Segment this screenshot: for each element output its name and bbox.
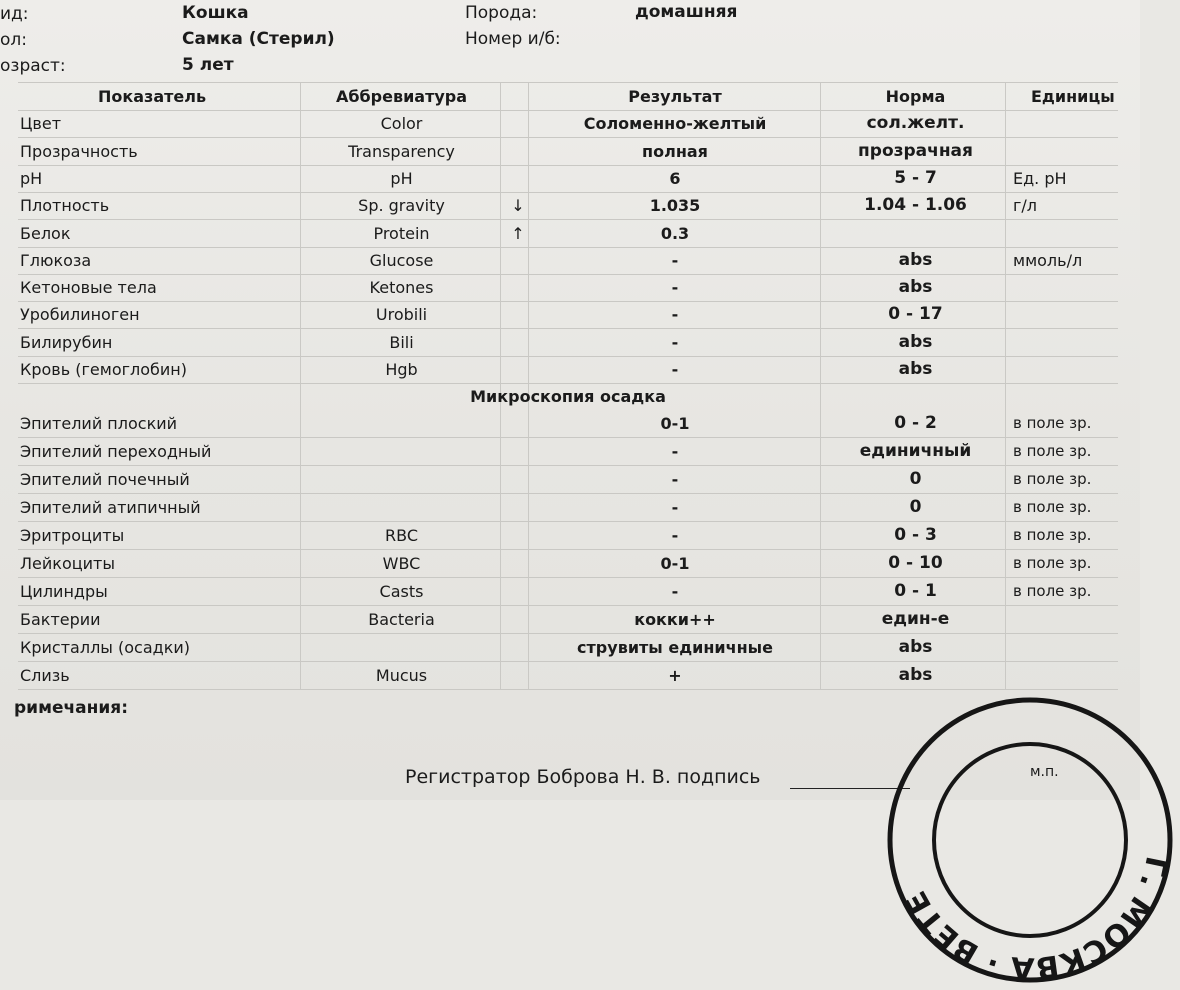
indicator-abbreviation: RBC bbox=[385, 526, 418, 545]
indicator-name: Прозрачность bbox=[20, 142, 138, 161]
indicator-norm bbox=[823, 220, 1008, 247]
indicator-norm: abs bbox=[898, 665, 933, 685]
indicator-abbreviation bbox=[303, 494, 500, 521]
indicator-result: - bbox=[671, 305, 679, 324]
indicator-norm: един-е bbox=[881, 609, 950, 629]
indicator-result: Соломенно-желтый bbox=[583, 114, 767, 133]
indicator-unit: в поле зр. bbox=[1013, 498, 1092, 516]
indicator-abbreviation: Bacteria bbox=[368, 610, 435, 629]
indicator-norm: 0 - 1 bbox=[894, 581, 937, 601]
table-row bbox=[18, 329, 1118, 357]
sex-value: Самка (Стерил) bbox=[182, 29, 335, 49]
indicator-result: - bbox=[671, 251, 679, 270]
indicator-name: Эритроциты bbox=[20, 526, 125, 545]
indicator-norm: 0 - 2 bbox=[894, 413, 937, 433]
deviation-arrow-icon bbox=[503, 138, 533, 165]
deviation-arrow-icon bbox=[503, 329, 533, 356]
table-row bbox=[18, 110, 1118, 138]
indicator-name: Цвет bbox=[20, 114, 62, 133]
indicator-abbreviation: Transparency bbox=[348, 142, 455, 161]
indicator-unit: в поле зр. bbox=[1013, 582, 1092, 600]
table-row bbox=[18, 247, 1118, 275]
indicator-result: - bbox=[671, 498, 679, 517]
indicator-result: 1.035 bbox=[649, 196, 701, 215]
breed-value: домашняя bbox=[635, 2, 738, 22]
indicator-result: - bbox=[671, 582, 679, 601]
registrar-signature-line: Регистратор Боброва Н. В. подпись bbox=[405, 766, 761, 788]
deviation-arrow-icon bbox=[503, 356, 533, 383]
indicator-norm: 0 - 17 bbox=[888, 304, 943, 324]
indicator-unit: в поле зр. bbox=[1013, 414, 1092, 432]
breed-label: Порода: bbox=[465, 3, 538, 23]
indicator-norm: abs bbox=[898, 332, 933, 352]
record-number-label: Номер и/б: bbox=[465, 29, 561, 49]
indicator-result: - bbox=[671, 333, 679, 352]
table-row bbox=[18, 192, 1118, 220]
indicator-result: + bbox=[668, 666, 682, 685]
indicator-abbreviation: Bili bbox=[389, 333, 414, 352]
notes-label: римечания: bbox=[14, 698, 129, 718]
indicator-abbreviation: Ketones bbox=[369, 278, 434, 297]
table-row bbox=[18, 550, 1118, 578]
indicator-result: - bbox=[671, 526, 679, 545]
deviation-arrow-icon: ↓ bbox=[511, 196, 525, 215]
deviation-arrow-icon bbox=[503, 165, 533, 192]
indicator-norm: сол.желт. bbox=[866, 113, 965, 133]
indicator-result: полная bbox=[642, 142, 708, 161]
indicator-norm: 5 - 7 bbox=[894, 168, 937, 188]
indicator-unit: в поле зр. bbox=[1013, 526, 1092, 544]
indicator-unit: г/л bbox=[1013, 196, 1038, 215]
column-header-norm: Норма bbox=[885, 87, 946, 106]
indicator-norm: единичный bbox=[859, 441, 972, 461]
indicator-abbreviation: Color bbox=[380, 114, 423, 133]
indicator-result: 0-1 bbox=[660, 554, 690, 573]
indicator-name: Эпителий переходный bbox=[20, 442, 212, 461]
table-row bbox=[18, 274, 1118, 302]
species-value: Кошка bbox=[182, 3, 249, 23]
table-row bbox=[18, 301, 1118, 329]
indicator-result: 6 bbox=[669, 169, 681, 188]
deviation-arrow-icon bbox=[503, 110, 533, 137]
column-header-abbreviation: Аббревиатура bbox=[335, 87, 468, 106]
indicator-abbreviation: WBC bbox=[382, 554, 421, 573]
indicator-name: Эпителий почечный bbox=[20, 470, 190, 489]
indicator-norm: 1.04 - 1.06 bbox=[864, 195, 967, 215]
stamp-place-label: м.п. bbox=[1030, 764, 1059, 780]
indicator-unit: ммоль/л bbox=[1013, 251, 1083, 270]
indicator-result: - bbox=[671, 470, 679, 489]
indicator-name: Глюкоза bbox=[20, 251, 92, 270]
table-row bbox=[18, 494, 1118, 522]
indicator-unit: в поле зр. bbox=[1013, 470, 1092, 488]
indicator-name: Эпителий плоский bbox=[20, 414, 178, 433]
clinic-stamp-seal bbox=[880, 690, 1180, 990]
indicator-name: Кристаллы (осадки) bbox=[20, 638, 191, 657]
indicator-norm: 0 - 3 bbox=[894, 525, 937, 545]
indicator-unit: Ед. рН bbox=[1013, 169, 1067, 188]
indicator-norm: 0 bbox=[909, 469, 922, 489]
indicator-abbreviation: Hgb bbox=[385, 360, 418, 379]
indicator-name: Слизь bbox=[20, 666, 70, 685]
indicator-name: Эпителий атипичный bbox=[20, 498, 201, 517]
indicator-name: Лейкоциты bbox=[20, 554, 115, 573]
deviation-arrow-icon: ↑ bbox=[511, 224, 525, 243]
indicator-abbreviation bbox=[303, 466, 500, 493]
indicator-norm: abs bbox=[898, 250, 933, 270]
table-row bbox=[18, 606, 1118, 634]
table-row bbox=[18, 356, 1118, 384]
table-row bbox=[18, 165, 1118, 193]
indicator-unit: в поле зр. bbox=[1013, 442, 1092, 460]
indicator-name: Плотность bbox=[20, 196, 110, 215]
indicator-result: 0-1 bbox=[660, 414, 690, 433]
indicator-name: Цилиндры bbox=[20, 582, 108, 601]
indicator-abbreviation: Glucose bbox=[369, 251, 434, 270]
table-row bbox=[18, 634, 1118, 662]
indicator-result: - bbox=[671, 360, 679, 379]
indicator-name: Билирубин bbox=[20, 333, 113, 352]
indicator-unit: в поле зр. bbox=[1013, 554, 1092, 572]
indicator-name: Уробилиноген bbox=[20, 305, 140, 324]
indicator-norm: abs bbox=[898, 637, 933, 657]
table-row bbox=[18, 410, 1118, 438]
deviation-arrow-icon bbox=[503, 301, 533, 328]
indicator-abbreviation: Sp. gravity bbox=[358, 196, 445, 215]
indicator-name: Бактерии bbox=[20, 610, 101, 629]
table-row bbox=[18, 438, 1118, 466]
age-value: 5 лет bbox=[182, 55, 234, 75]
svg-text:Г. МОСКВА · ВЕТЕ: Г. МОСКВА · ВЕТЕ bbox=[898, 853, 1174, 986]
table-row bbox=[18, 138, 1118, 166]
table-row bbox=[18, 522, 1118, 550]
indicator-abbreviation: pH bbox=[390, 169, 413, 188]
indicator-name: Кровь (гемоглобин) bbox=[20, 360, 187, 379]
column-header-result: Результат bbox=[628, 87, 722, 106]
table-header-row bbox=[18, 83, 1118, 111]
species-label: ид: bbox=[0, 4, 29, 24]
deviation-arrow-icon bbox=[503, 247, 533, 274]
indicator-name: рН bbox=[20, 169, 43, 188]
table-row bbox=[18, 466, 1118, 494]
indicator-abbreviation bbox=[303, 634, 500, 661]
indicator-result: струвиты единичные bbox=[577, 638, 773, 657]
indicator-norm: 0 bbox=[909, 497, 922, 517]
indicator-norm: abs bbox=[898, 277, 933, 297]
indicator-abbreviation: Urobili bbox=[375, 305, 428, 324]
indicator-name: Кетоновые тела bbox=[20, 278, 157, 297]
indicator-result: - bbox=[671, 278, 679, 297]
table-row bbox=[18, 220, 1118, 248]
indicator-abbreviation: Mucus bbox=[375, 666, 428, 685]
indicator-result: - bbox=[671, 442, 679, 461]
indicator-norm: прозрачная bbox=[858, 141, 973, 161]
column-header-indicator: Показатель bbox=[98, 87, 207, 106]
indicator-norm: 0 - 10 bbox=[888, 553, 943, 573]
indicator-abbreviation: Protein bbox=[373, 224, 430, 243]
table-row bbox=[18, 662, 1118, 690]
indicator-abbreviation bbox=[303, 438, 500, 465]
indicator-result: кокки++ bbox=[634, 610, 716, 629]
indicator-abbreviation bbox=[303, 410, 500, 437]
column-header-units: Единицы bbox=[1031, 87, 1115, 106]
age-label: озраст: bbox=[0, 56, 66, 76]
indicator-abbreviation: Casts bbox=[379, 582, 424, 601]
deviation-arrow-icon bbox=[503, 274, 533, 301]
sex-label: ол: bbox=[0, 30, 27, 50]
indicator-norm: abs bbox=[898, 359, 933, 379]
table-row bbox=[18, 578, 1118, 606]
indicator-name: Белок bbox=[20, 224, 71, 243]
indicator-result: 0.3 bbox=[660, 224, 690, 243]
section-title-microscopy: Микроскопия осадка bbox=[470, 387, 666, 406]
